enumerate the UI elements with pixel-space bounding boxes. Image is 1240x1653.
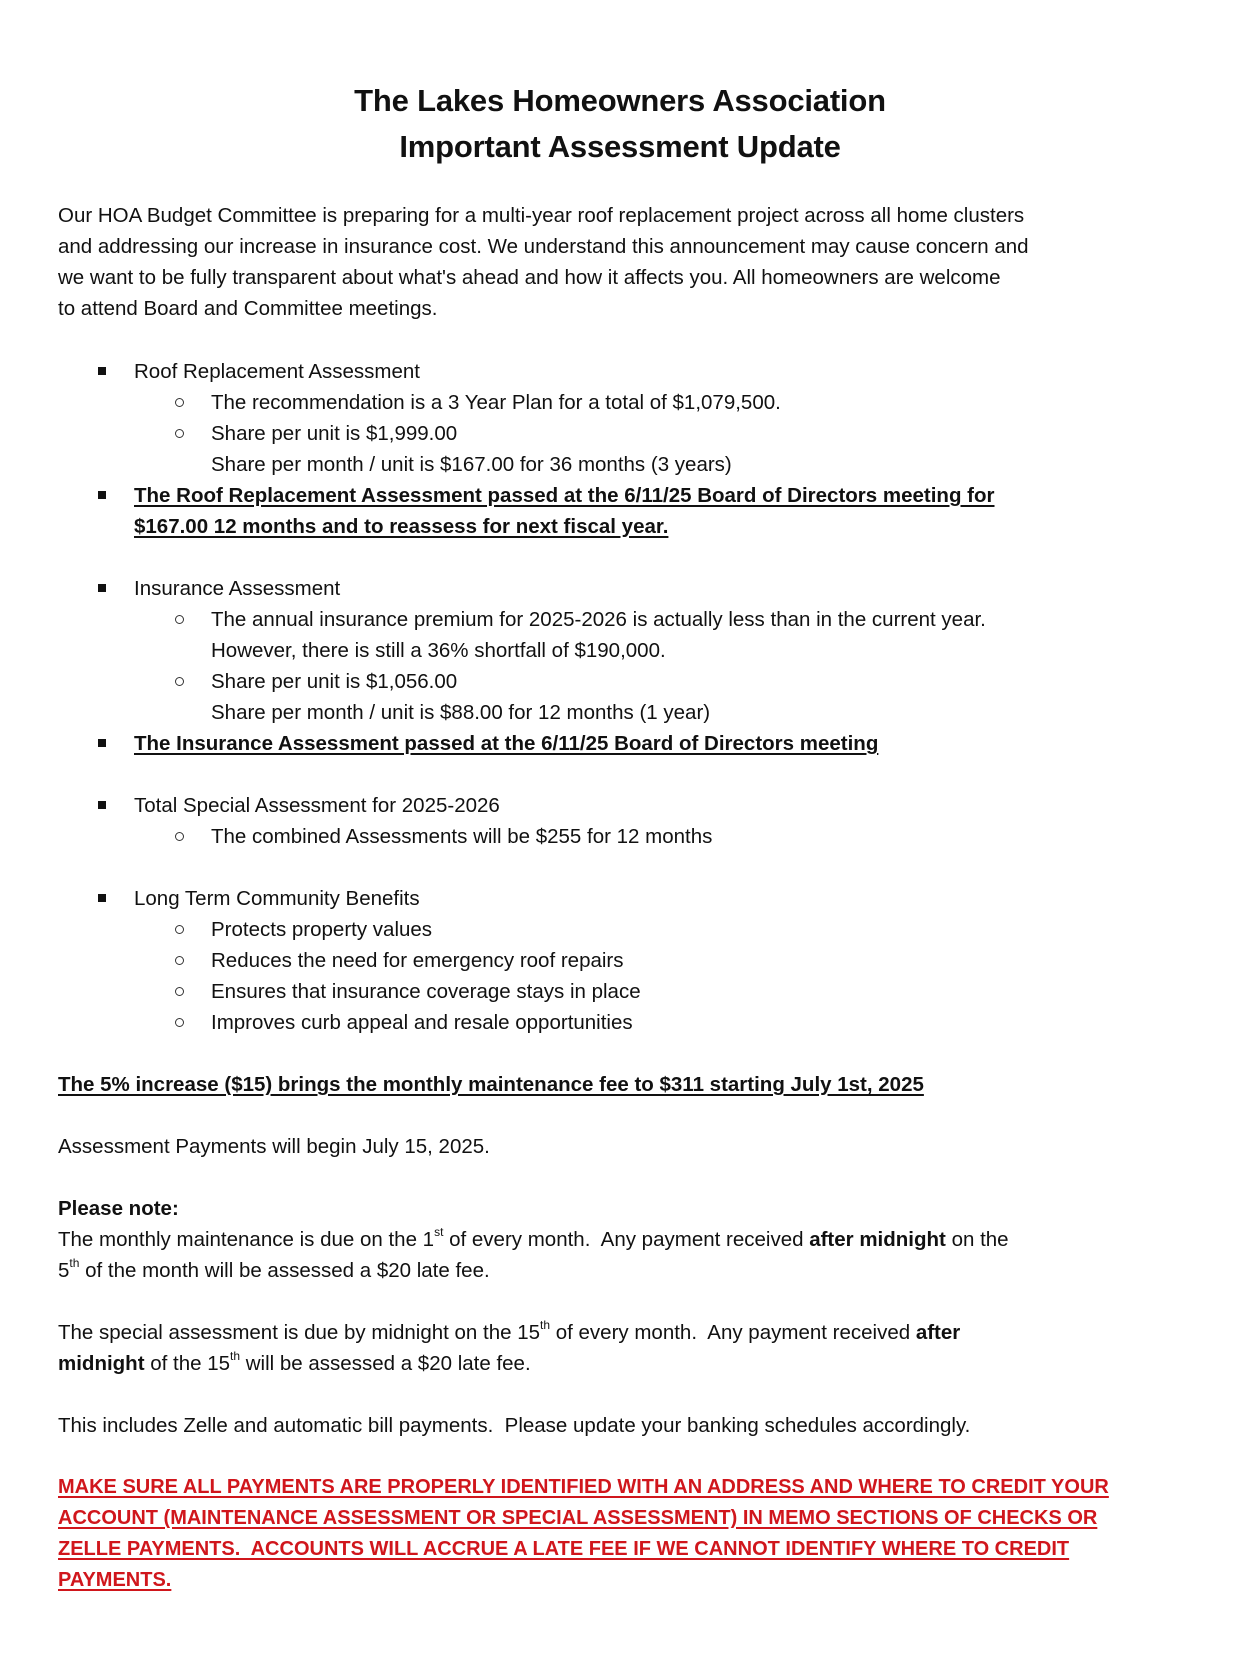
insurance-premium: The annual insurance premium for 2025-2026 is actually less than in the current year. xyxy=(211,608,986,631)
payments-begin: Assessment Payments will begin July 15, 2025. xyxy=(58,1135,490,1158)
benefit-item: Protects property values xyxy=(211,918,433,941)
bold-text: after xyxy=(915,1321,961,1344)
square-bullet-icon xyxy=(98,801,106,809)
benefits-heading: Long Term Community Benefits xyxy=(134,887,420,910)
circle-bullet-icon xyxy=(175,677,184,686)
circle-bullet-icon xyxy=(175,398,184,407)
bold-text: midnight xyxy=(58,1352,145,1375)
insurance-passed: The Insurance Assessment passed at the 6/11/25 Board of Directors meeting xyxy=(134,732,879,755)
text: of every month. Any payment received xyxy=(550,1321,916,1344)
circle-bullet-icon xyxy=(175,987,184,996)
bold-text: after midnight xyxy=(809,1228,946,1251)
warning-line: PAYMENTS. xyxy=(58,1569,172,1591)
roof-passed-line-2: $167.00 12 months and to reassess for next fiscal year. xyxy=(134,515,669,538)
insurance-heading: Insurance Assessment xyxy=(134,577,341,600)
warning-line: ACCOUNT (MAINTENANCE ASSESSMENT OR SPECIAL ASSESSMENT) IN MEMO SECTIONS OF CHECKS OR xyxy=(58,1507,1098,1529)
warning-line: ZELLE PAYMENTS. ACCOUNTS WILL ACCRUE A LATE FEE IF WE CANNOT IDENTIFY WHERE TO CREDIT xyxy=(58,1538,1070,1560)
text: of every month. Any payment received xyxy=(443,1228,810,1251)
intro-line: and addressing our increase in insurance cost. We understand this announcement may cause concern and xyxy=(58,235,1029,258)
insurance-shortfall: However, there is still a 36% shortfall of $190,000. xyxy=(211,639,666,662)
text: of the month will be assessed a $20 late fee. xyxy=(79,1259,490,1282)
insurance-share-per-month: Share per month / unit is $88.00 for 12 months (1 year) xyxy=(211,701,711,724)
intro-line: to attend Board and Committee meetings. xyxy=(58,297,438,320)
text: will be assessed a $20 late fee. xyxy=(240,1352,531,1375)
circle-bullet-icon xyxy=(175,429,184,438)
special-assessment-due-paragraph xyxy=(58,1317,1178,1379)
circle-bullet-icon xyxy=(175,956,184,965)
superscript: st xyxy=(434,1225,444,1240)
intro-paragraph xyxy=(58,200,1178,324)
text: on the xyxy=(945,1228,1009,1251)
circle-bullet-icon xyxy=(175,615,184,624)
superscript: th xyxy=(230,1349,241,1364)
roof-heading: Roof Replacement Assessment xyxy=(134,360,420,383)
please-note-heading: Please note: xyxy=(58,1197,179,1220)
zelle-note: This includes Zelle and automatic bill payments. Please update your banking schedules accordingly. xyxy=(58,1414,971,1437)
intro-line: we want to be fully transparent about what's ahead and how it affects you. All homeowners are welcome xyxy=(58,266,1001,289)
total-combined: The combined Assessments will be $255 for 12 months xyxy=(211,825,713,848)
circle-bullet-icon xyxy=(175,832,184,841)
intro-line: Our HOA Budget Committee is preparing for a multi-year roof replacement project across all home clusters xyxy=(58,204,1025,227)
insurance-share-per-unit: Share per unit is $1,056.00 xyxy=(211,670,458,693)
superscript: th xyxy=(540,1318,551,1333)
circle-bullet-icon xyxy=(175,925,184,934)
text: The special assessment is due by midnight on the 15 xyxy=(58,1321,541,1344)
square-bullet-icon xyxy=(98,894,106,902)
document-title xyxy=(0,78,1240,170)
benefit-item: Ensures that insurance coverage stays in place xyxy=(211,980,641,1003)
text: 5 xyxy=(58,1259,70,1282)
text: The monthly maintenance is due on the 1 xyxy=(58,1228,435,1251)
roof-share-per-unit: Share per unit is $1,999.00 xyxy=(211,422,458,445)
warning-paragraph xyxy=(58,1472,1178,1596)
square-bullet-icon xyxy=(98,584,106,592)
roof-recommendation: The recommendation is a 3 Year Plan for a total of $1,079,500. xyxy=(211,391,781,414)
square-bullet-icon xyxy=(98,739,106,747)
title-line-2: Important Assessment Update xyxy=(399,129,841,164)
roof-passed-line-1: The Roof Replacement Assessment passed at the 6/11/25 Board of Directors meeting for xyxy=(134,484,995,507)
total-heading: Total Special Assessment for 2025-2026 xyxy=(134,794,500,817)
warning-line: MAKE SURE ALL PAYMENTS ARE PROPERLY IDENTIFIED WITH AN ADDRESS AND WHERE TO CREDIT YOUR xyxy=(58,1476,1109,1498)
maintenance-increase-notice: The 5% increase ($15) brings the monthly maintenance fee to $311 starting July 1st, 2025 xyxy=(58,1073,924,1096)
circle-bullet-icon xyxy=(175,1018,184,1027)
benefit-item: Reduces the need for emergency roof repairs xyxy=(211,949,624,972)
text: of the 15 xyxy=(144,1352,231,1375)
benefit-item: Improves curb appeal and resale opportunities xyxy=(211,1011,633,1034)
square-bullet-icon xyxy=(98,367,106,375)
superscript: th xyxy=(69,1256,80,1271)
square-bullet-icon xyxy=(98,491,106,499)
title-line-1: The Lakes Homeowners Association xyxy=(354,83,886,118)
maintenance-due-paragraph xyxy=(58,1224,1178,1286)
roof-share-per-month: Share per month / unit is $167.00 for 36 months (3 years) xyxy=(211,453,732,476)
